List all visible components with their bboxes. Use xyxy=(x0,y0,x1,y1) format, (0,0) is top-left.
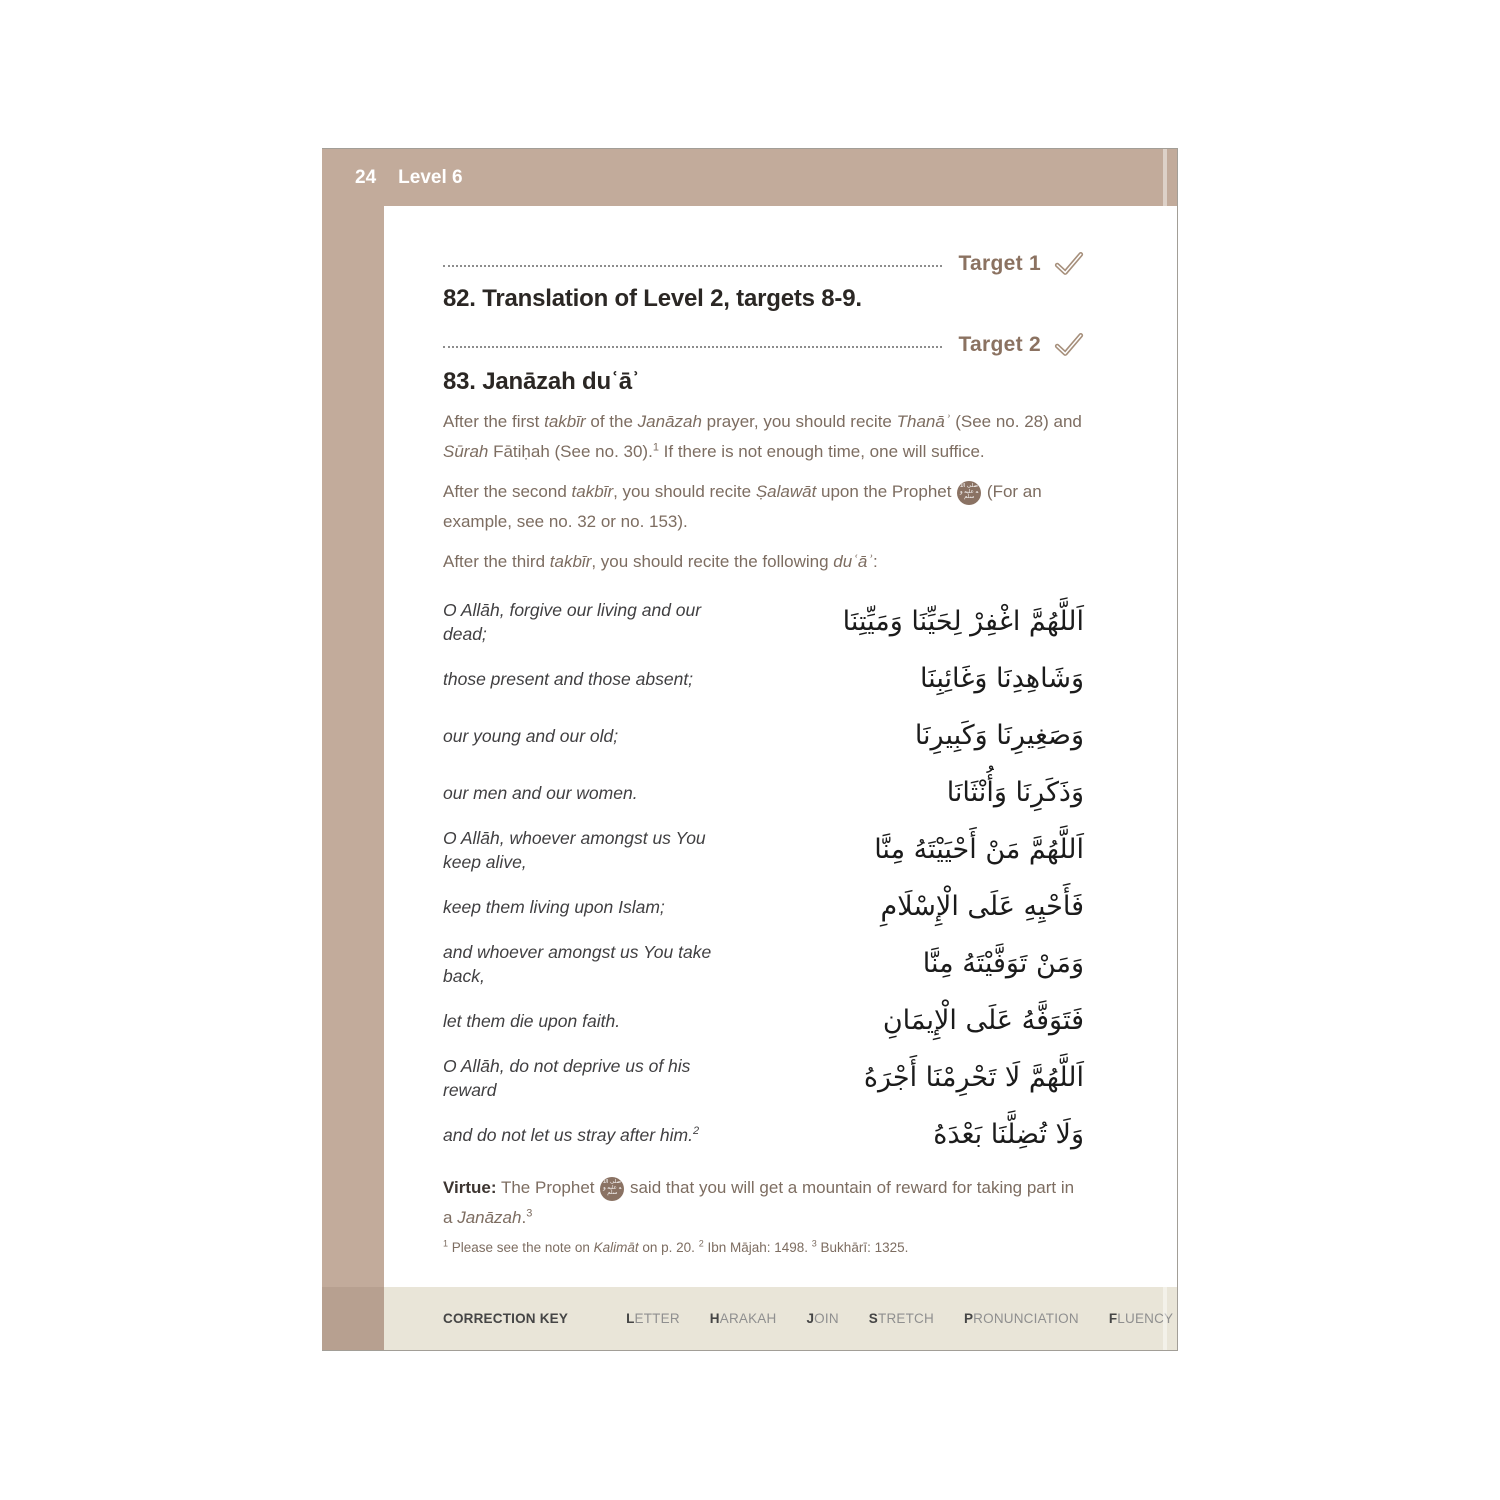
dua-arabic-text: فَتَوَفَّهُ عَلَى الْإِيمَانِ xyxy=(882,1004,1084,1036)
correction-key-title: CORRECTION KEY xyxy=(443,1311,569,1326)
dua-table xyxy=(443,593,1084,1163)
dua-row xyxy=(443,821,1084,878)
dua-arabic-text: وَمَنْ تَوَفَّيْتَهُ مِنَّا xyxy=(922,947,1084,979)
section-83-heading: 83. Janāzah duʿāʾ xyxy=(443,368,640,395)
dua-english-translation: our men and our women. xyxy=(443,782,638,803)
dua-arabic-text: اَللَّهُمَّ اغْفِرْ لِحَيِّنَا وَمَيِّتِنَا xyxy=(842,605,1084,637)
correction-key-item: STRETCH xyxy=(868,1311,934,1326)
intro-paragraph-3: After the third takbīr, you should recite the following duʿāʾ: xyxy=(443,552,878,571)
dua-row xyxy=(443,992,1084,1049)
dua-english-translation: keep them living upon Islam; xyxy=(443,896,665,917)
page-number: 24 xyxy=(355,166,377,188)
dua-arabic-text: وَشَاهِدِنَا وَغَائِبِنَا xyxy=(919,662,1084,694)
dua-arabic-text: وَذَكَرِنَا وَأُنْثَانَا xyxy=(946,776,1084,808)
dua-arabic-text: فَأَحْيِهِ عَلَى الْإِسْلَامِ xyxy=(880,890,1084,922)
dua-row xyxy=(443,764,1084,821)
intro-paragraph-2: After the second takbīr, you should recite Ṣalawāt upon the Prophet صلى الله عليه وسلم (For an example, see no. 32 or no. 153). xyxy=(443,482,1042,531)
target-1-row xyxy=(443,251,1084,277)
correction-key-item: HARAKAH xyxy=(709,1311,777,1326)
dua-english-translation: our young and our old; xyxy=(443,725,619,746)
prophet-salutation-badge: صلى الله عليه وسلم xyxy=(957,481,981,505)
dua-row xyxy=(443,1049,1084,1106)
dua-english-translation: and whoever amongst us You take back, xyxy=(443,941,712,986)
correction-key-item: LETTER xyxy=(626,1311,680,1326)
dua-arabic-text: اَللَّهُمَّ لَا تَحْرِمْنَا أَجْرَهُ xyxy=(863,1061,1084,1093)
left-band-footer-shade xyxy=(322,1287,384,1350)
dua-row xyxy=(443,707,1084,764)
dua-english-translation: O Allāh, do not deprive us of his reward xyxy=(443,1055,691,1100)
dua-row xyxy=(443,935,1084,992)
section-82-heading: 82. Translation of Level 2, targets 8-9. xyxy=(443,285,862,312)
correction-key-item: FLUENCY xyxy=(1108,1311,1174,1326)
top-header-band xyxy=(322,149,1177,206)
prophet-salutation-badge: صلى الله عليه وسلم xyxy=(600,1177,624,1201)
footnotes: $^1$ Please see the note on Kalimāt on p. 20. $^2$ Ibn Mājah: 1498. $^3$ Bukhārī: 1325. xyxy=(443,1238,909,1255)
left-margin-band xyxy=(322,149,384,1350)
correction-key-bar xyxy=(384,1287,1177,1350)
dua-english-translation: O Allāh, forgive our living and our dead; xyxy=(443,599,702,644)
dua-english-translation: O Allāh, whoever amongst us You keep alive, xyxy=(443,827,706,872)
intro-paragraph-1: After the first takbīr of the Janāzah prayer, you should recite Thanāʾ (See no. 28) and Sūrah Fātiḥah (See no. 30).$^1$ If there is not enough time, one will suffice. xyxy=(443,412,1082,461)
target-2-label: Target 2 xyxy=(958,333,1041,356)
page-content xyxy=(384,206,1177,1287)
dua-english-translation: and do not let us stray after him.$^2$ xyxy=(443,1124,700,1145)
dotted-leader xyxy=(443,346,942,348)
checkmark-icon xyxy=(1054,332,1084,358)
dua-row xyxy=(443,878,1084,935)
dua-arabic-text: اَللَّهُمَّ مَنْ أَحْيَيْتَهُ مِنَّا xyxy=(874,833,1084,865)
level-label: Level 6 xyxy=(398,166,463,188)
correction-key-item: JOIN xyxy=(806,1311,839,1326)
virtue-paragraph: Virtue: The Prophet صلى الله عليه وسلم said that you will get a mountain of reward for taking part in a Janāzah.$^3$ xyxy=(443,1178,1075,1227)
dua-row xyxy=(443,650,1084,707)
target-2-row xyxy=(443,332,1084,358)
dua-arabic-text: وَصَغِيرِنَا وَكَبِيرِنَا xyxy=(914,719,1084,751)
book-page xyxy=(322,148,1178,1351)
dua-arabic-text: وَلَا تُضِلَّنَا بَعْدَهُ xyxy=(933,1118,1084,1150)
target-1-label: Target 1 xyxy=(958,252,1041,275)
checkmark-icon xyxy=(1054,251,1084,277)
correction-key-item: PRONUNCIATION xyxy=(963,1311,1079,1326)
dua-english-translation: those present and those absent; xyxy=(443,668,694,689)
dua-row xyxy=(443,1106,1084,1163)
dua-english-translation: let them die upon faith. xyxy=(443,1010,621,1031)
dotted-leader xyxy=(443,265,942,267)
dua-row xyxy=(443,593,1084,650)
correction-key-items xyxy=(626,1311,1173,1326)
